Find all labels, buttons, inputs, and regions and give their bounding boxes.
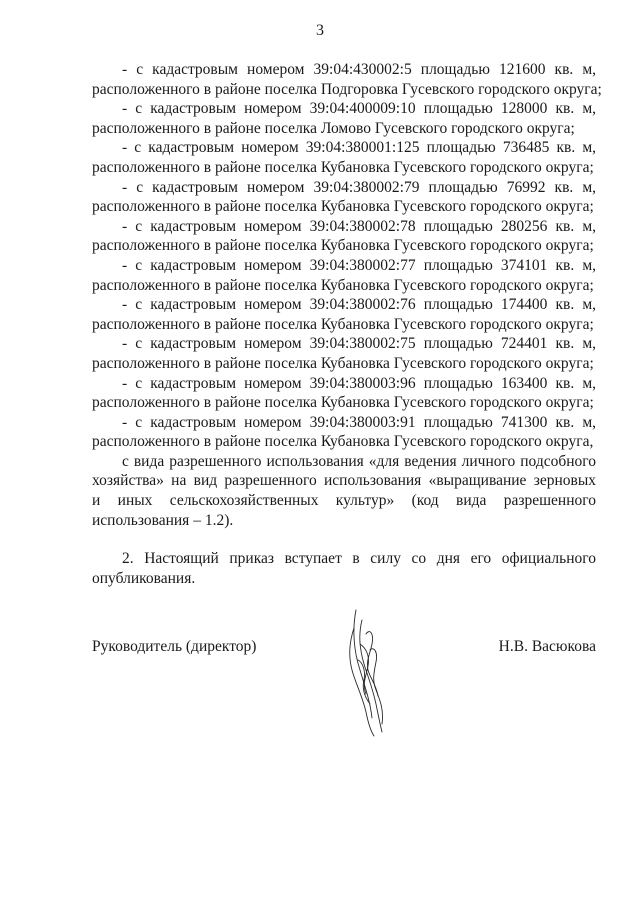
parcel-area-word: площадью	[423, 335, 493, 353]
parcel-prefix: - с кадастровым номером	[122, 178, 305, 196]
parcel-location: расположенного в районе поселка Ломово Гусевского городского округа;	[92, 119, 575, 137]
parcel-area-word: площадью	[423, 256, 493, 274]
parcel-area: 76992	[506, 178, 546, 196]
parcel-unit: кв. м,	[555, 335, 597, 353]
parcel-area: 374101	[500, 256, 548, 274]
parcel-item	[92, 334, 596, 373]
parcel-location: расположенного в районе поселка Кубановка Гусевского городского округа;	[92, 315, 594, 333]
parcel-unit: кв. м,	[556, 139, 597, 157]
parcel-number: 39:04:380003:96	[309, 374, 416, 392]
parcel-line-cadastral	[92, 178, 596, 198]
parcel-area: 724401	[500, 335, 548, 353]
parcel-area-word: площадью	[423, 100, 493, 118]
parcel-item	[92, 295, 596, 334]
parcel-item	[92, 178, 596, 217]
parcel-location: расположенного в районе поселка Кубановка Гусевского городского округа;	[92, 158, 594, 176]
document-body	[92, 60, 602, 588]
parcel-unit: кв. м,	[555, 217, 597, 235]
parcel-prefix: - с кадастровым номером	[122, 61, 305, 78]
parcel-area: 741300	[500, 413, 548, 431]
parcel-location: расположенного в районе поселка Кубановка Гусевского городского округа;	[92, 276, 594, 294]
parcel-unit: кв. м,	[555, 256, 597, 274]
parcel-item	[92, 413, 596, 452]
parcel-prefix: - с кадастровым номером	[122, 296, 302, 314]
clause-2	[92, 549, 596, 588]
parcel-unit: кв. м,	[555, 374, 597, 392]
change-paragraph-line: использования – 1.2).	[92, 511, 234, 529]
parcel-number: 39:04:380002:75	[309, 335, 416, 353]
parcel-area: 163400	[500, 374, 548, 392]
parcel-line-cadastral	[92, 99, 596, 119]
clause-2-line: опубликования.	[92, 569, 196, 587]
parcel-list	[92, 60, 602, 452]
parcel-prefix: - с кадастровым номером	[122, 139, 299, 157]
parcel-location: расположенного в районе поселка Кубановка Гусевского городского округа;	[92, 394, 594, 412]
parcel-unit: кв. м,	[554, 61, 597, 78]
change-paragraph-line: хозяйства» на вид разрешенного использования «выращивание зерновых	[92, 472, 596, 490]
parcel-location: расположенного в районе поселка Кубановка Гусевского городского округа;	[92, 198, 594, 216]
parcel-prefix: - с кадастровым номером	[122, 374, 302, 392]
parcel-line-cadastral	[92, 374, 596, 394]
parcel-item	[92, 256, 596, 295]
parcel-location: расположенного в районе поселка Кубановка Гусевского городского округа;	[92, 237, 594, 255]
parcel-number: 39:04:380003:91	[309, 413, 416, 431]
parcel-prefix: - с кадастровым номером	[122, 413, 302, 431]
parcel-line-cadastral	[92, 256, 596, 276]
parcel-unit: кв. м,	[554, 178, 597, 196]
parcel-item	[92, 138, 596, 177]
change-paragraph-line: и иных сельскохозяйственных культур» (код вида разрешенного	[92, 492, 596, 510]
parcel-item	[92, 60, 602, 99]
parcel-unit: кв. м,	[555, 413, 597, 431]
parcel-line-cadastral	[92, 217, 596, 237]
change-paragraph-line: с вида разрешенного использования «для ведения личного подсобного	[122, 452, 596, 470]
parcel-line-cadastral	[92, 138, 596, 158]
parcel-area-word: площадью	[426, 139, 496, 157]
parcel-number: 39:04:430002:5	[313, 61, 412, 78]
parcel-area-word: площадью	[420, 61, 490, 78]
parcel-item	[92, 99, 596, 138]
parcel-area-word: площадью	[428, 178, 498, 196]
parcel-location: расположенного в районе поселка Подгоровка Гусевского городского округа;	[92, 80, 602, 98]
parcel-item	[92, 374, 596, 413]
parcel-area-word: площадью	[423, 217, 493, 235]
parcel-prefix: - с кадастровым номером	[122, 217, 302, 235]
parcel-prefix: - с кадастровым номером	[122, 335, 302, 353]
parcel-line-cadastral	[92, 60, 596, 80]
parcel-area: 736485	[502, 139, 550, 157]
parcel-item	[92, 217, 596, 256]
parcel-area-word: площадью	[423, 296, 493, 314]
parcel-unit: кв. м,	[555, 100, 597, 118]
page-number: 3	[316, 22, 324, 39]
parcel-prefix: - с кадастровым номером	[122, 256, 302, 274]
parcel-area: 174400	[500, 296, 548, 314]
parcel-location: расположенного в районе поселка Кубановка Гусевского городского округа,	[92, 433, 594, 451]
parcel-area: 121600	[498, 61, 546, 78]
change-paragraph	[92, 452, 596, 530]
parcel-line-cadastral	[92, 295, 596, 315]
signatory-title: Руководитель (директор)	[92, 638, 257, 655]
parcel-number: 39:04:380002:78	[309, 217, 416, 235]
parcel-area-word: площадью	[423, 413, 493, 431]
handwritten-signature	[340, 600, 400, 740]
parcel-unit: кв. м,	[555, 296, 597, 314]
parcel-number: 39:04:380002:77	[309, 256, 416, 274]
parcel-number: 39:04:380002:79	[313, 178, 420, 196]
parcel-location: расположенного в районе поселка Кубановка Гусевского городского округа;	[92, 354, 594, 372]
parcel-line-cadastral	[92, 413, 596, 433]
parcel-number: 39:04:380002:76	[309, 296, 416, 314]
parcel-area: 128000	[500, 100, 548, 118]
parcel-number: 39:04:400009:10	[309, 100, 416, 118]
signatory-name: Н.В. Васюкова	[498, 638, 596, 655]
parcel-number: 39:04:380001:125	[305, 139, 420, 157]
parcel-line-cadastral	[92, 334, 596, 354]
parcel-area-word: площадью	[423, 374, 493, 392]
parcel-prefix: - с кадастровым номером	[122, 100, 302, 118]
signature-row	[92, 638, 596, 662]
parcel-area: 280256	[500, 217, 548, 235]
clause-2-line: 2. Настоящий приказ вступает в силу со дня его официального	[122, 550, 596, 568]
